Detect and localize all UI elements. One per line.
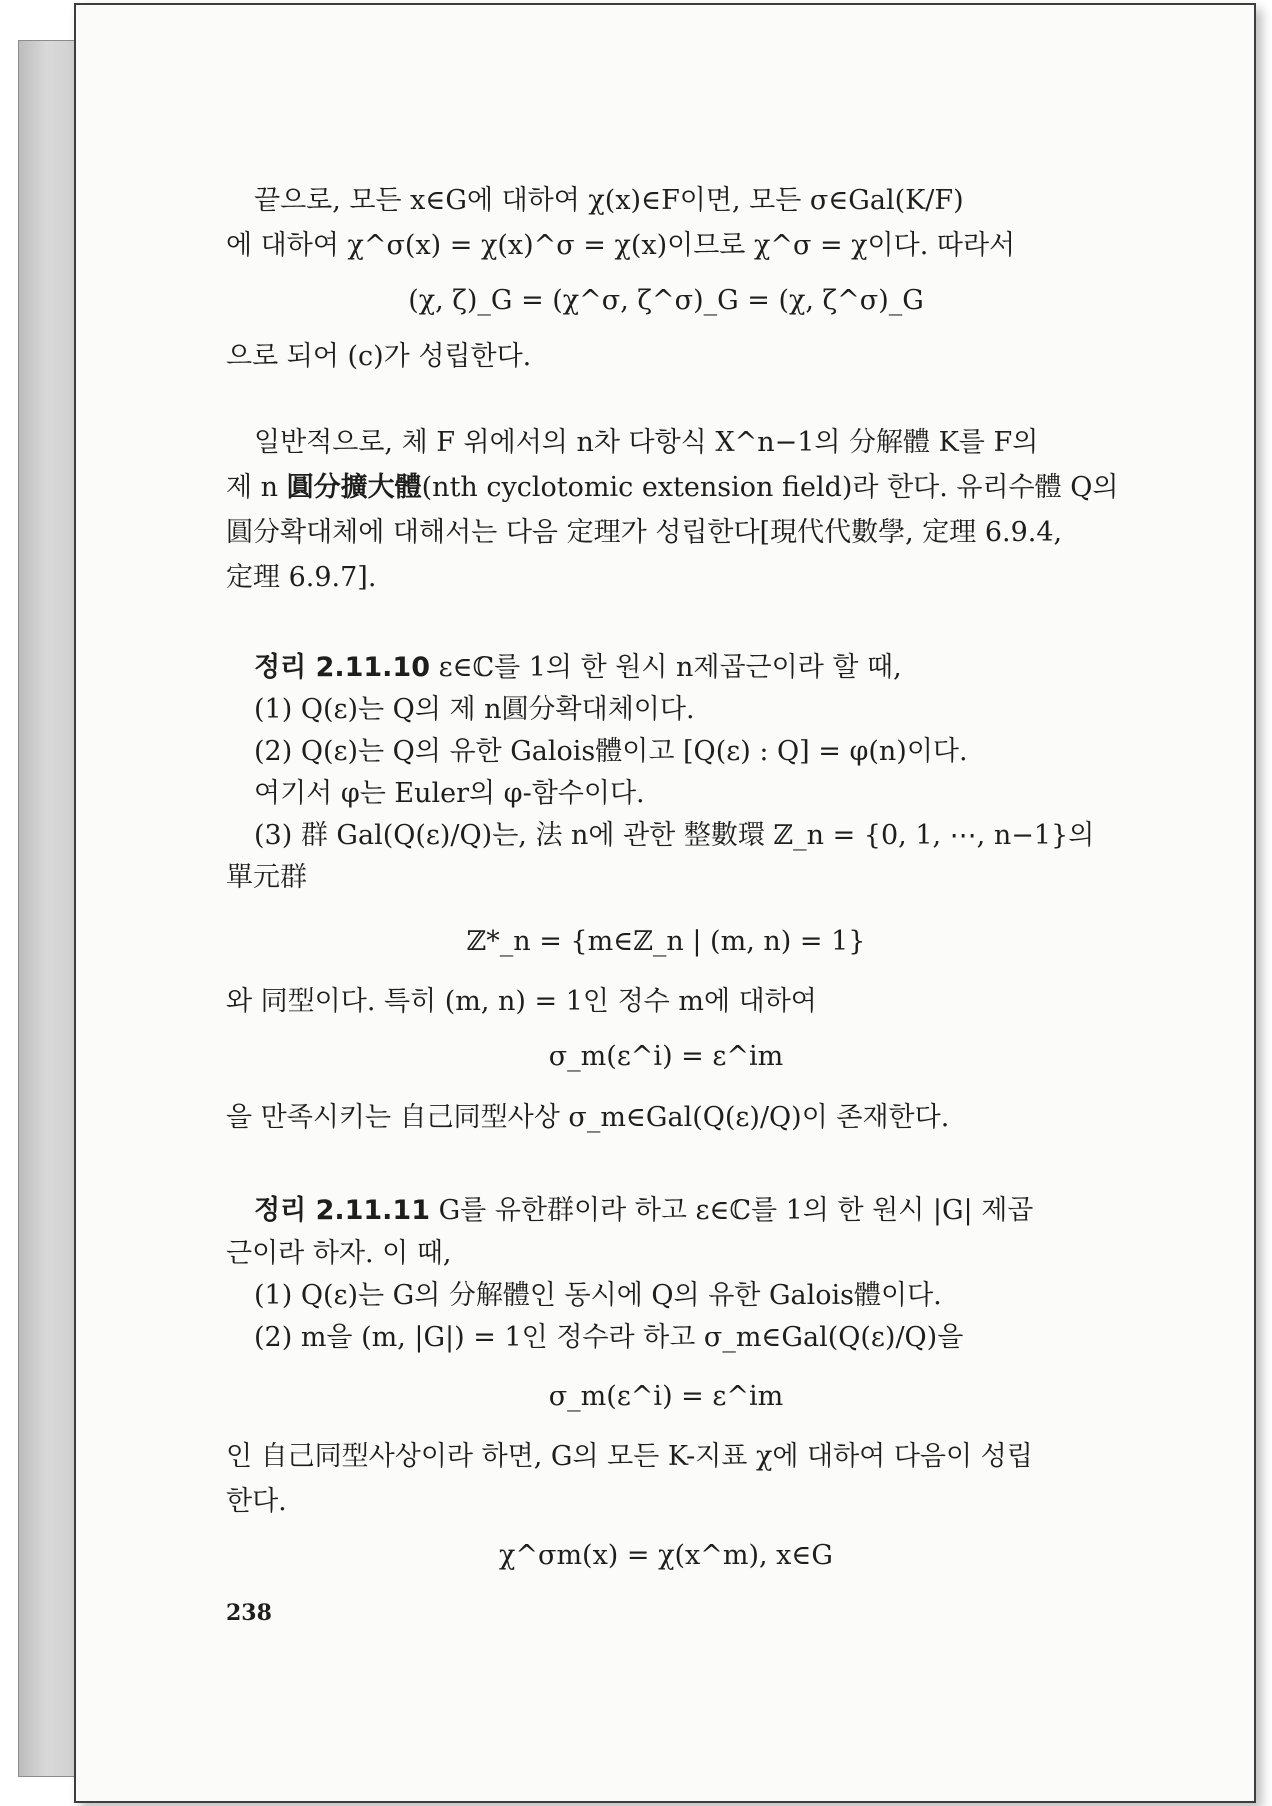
paragraph1-formula: (χ, ζ)_G = (χ^σ, ζ^σ)_G = (χ, ζ^σ)_G bbox=[408, 285, 924, 316]
theorem2-intro: G를 유한群이라 하고 ε∈ℂ를 1의 한 원시 |G| 제곱 bbox=[438, 1195, 1034, 1226]
paragraph2-line2-suffix: (nth cyclotomic extension field)라 한다. 유리수體 Q의 bbox=[421, 472, 1119, 503]
theorem1-formula1: ℤ*_n = {m∈ℤ_n | (m, n) = 1} bbox=[466, 926, 866, 957]
paragraph2-line1: 일반적으로, 체 F 위에서의 n차 다항식 X^n−1의 分解體 K를 F의 bbox=[254, 427, 1039, 458]
paragraph2-line2-prefix: 제 n bbox=[226, 472, 287, 503]
theorem1-item1: (1) Q(ε)는 Q의 제 n圓分확대체이다. bbox=[254, 694, 695, 725]
theorem2-first-line bbox=[226, 1194, 1134, 1228]
theorem2-item1: (1) Q(ε)는 G의 分解體인 동시에 Q의 유한 Galois體이다. bbox=[254, 1280, 942, 1311]
theorem2-text2: 한다. bbox=[226, 1486, 287, 1517]
theorem1-item2: (2) Q(ε)는 Q의 유한 Galois體이고 [Q(ε) : Q] = φ(n)이다. bbox=[254, 736, 968, 767]
paragraph1-line3: 으로 되어 (c)가 성립한다. bbox=[226, 341, 532, 372]
paragraph1-line1: 끝으로, 모든 x∈G에 대하여 χ(x)∈F이면, 모든 σ∈Gal(K/F) bbox=[254, 185, 964, 216]
theorem1-heading: 정리 2.11.10 bbox=[254, 652, 431, 683]
theorem2-formula1: σ_m(ε^i) = ε^im bbox=[548, 1381, 784, 1412]
paragraph2-line2 bbox=[226, 471, 1119, 505]
theorem2-text1: 인 自己同型사상이라 하면, G의 모든 K-지표 χ에 대하여 다음이 성립 bbox=[226, 1441, 1033, 1472]
page-number: 238 bbox=[226, 1600, 272, 1626]
theorem1-item3b: 單元群 bbox=[226, 862, 307, 893]
paragraph2-term: 圓分擴大體 bbox=[286, 472, 422, 503]
theorem1-text1: 와 同型이다. 특히 (m, n) = 1인 정수 m에 대하여 bbox=[226, 986, 817, 1017]
theorem1-item3: (3) 群 Gal(Q(ε)/Q)는, 法 n에 관한 整數環 ℤ_n = {0, 1, ⋯, n−1}의 bbox=[254, 820, 1095, 851]
theorem1-formula2: σ_m(ε^i) = ε^im bbox=[548, 1041, 784, 1072]
book-page bbox=[74, 3, 1256, 1803]
theorem2-intro2: 근이라 하자. 이 때, bbox=[226, 1238, 452, 1269]
paragraph2-line3: 圓分확대체에 대해서는 다음 定理가 성립한다[現代代數學, 定理 6.9.4, bbox=[226, 517, 1063, 548]
theorem1-intro: ε∈ℂ를 1의 한 원시 n제곱근이라 할 때, bbox=[438, 652, 902, 683]
theorem2-item2: (2) m을 (m, |G|) = 1인 정수라 하고 σ_m∈Gal(Q(ε)/Q)을 bbox=[254, 1322, 964, 1353]
theorem2-formula2: χ^σm(x) = χ(x^m), x∈G bbox=[499, 1540, 833, 1571]
theorem1-item2b: 여기서 φ는 Euler의 φ-함수이다. bbox=[254, 778, 645, 809]
paragraph2-line4: 定理 6.9.7]. bbox=[226, 562, 377, 593]
theorem1-text2: 을 만족시키는 自己同型사상 σ_m∈Gal(Q(ε)/Q)이 존재한다. bbox=[226, 1102, 950, 1133]
theorem1-first-line bbox=[226, 651, 1134, 685]
theorem2-heading: 정리 2.11.11 bbox=[254, 1195, 431, 1226]
paragraph1-line2: 에 대하여 χ^σ(x) = χ(x)^σ = χ(x)이므로 χ^σ = χ이다. 따라서 bbox=[226, 230, 1016, 261]
book-spine bbox=[18, 40, 82, 1777]
